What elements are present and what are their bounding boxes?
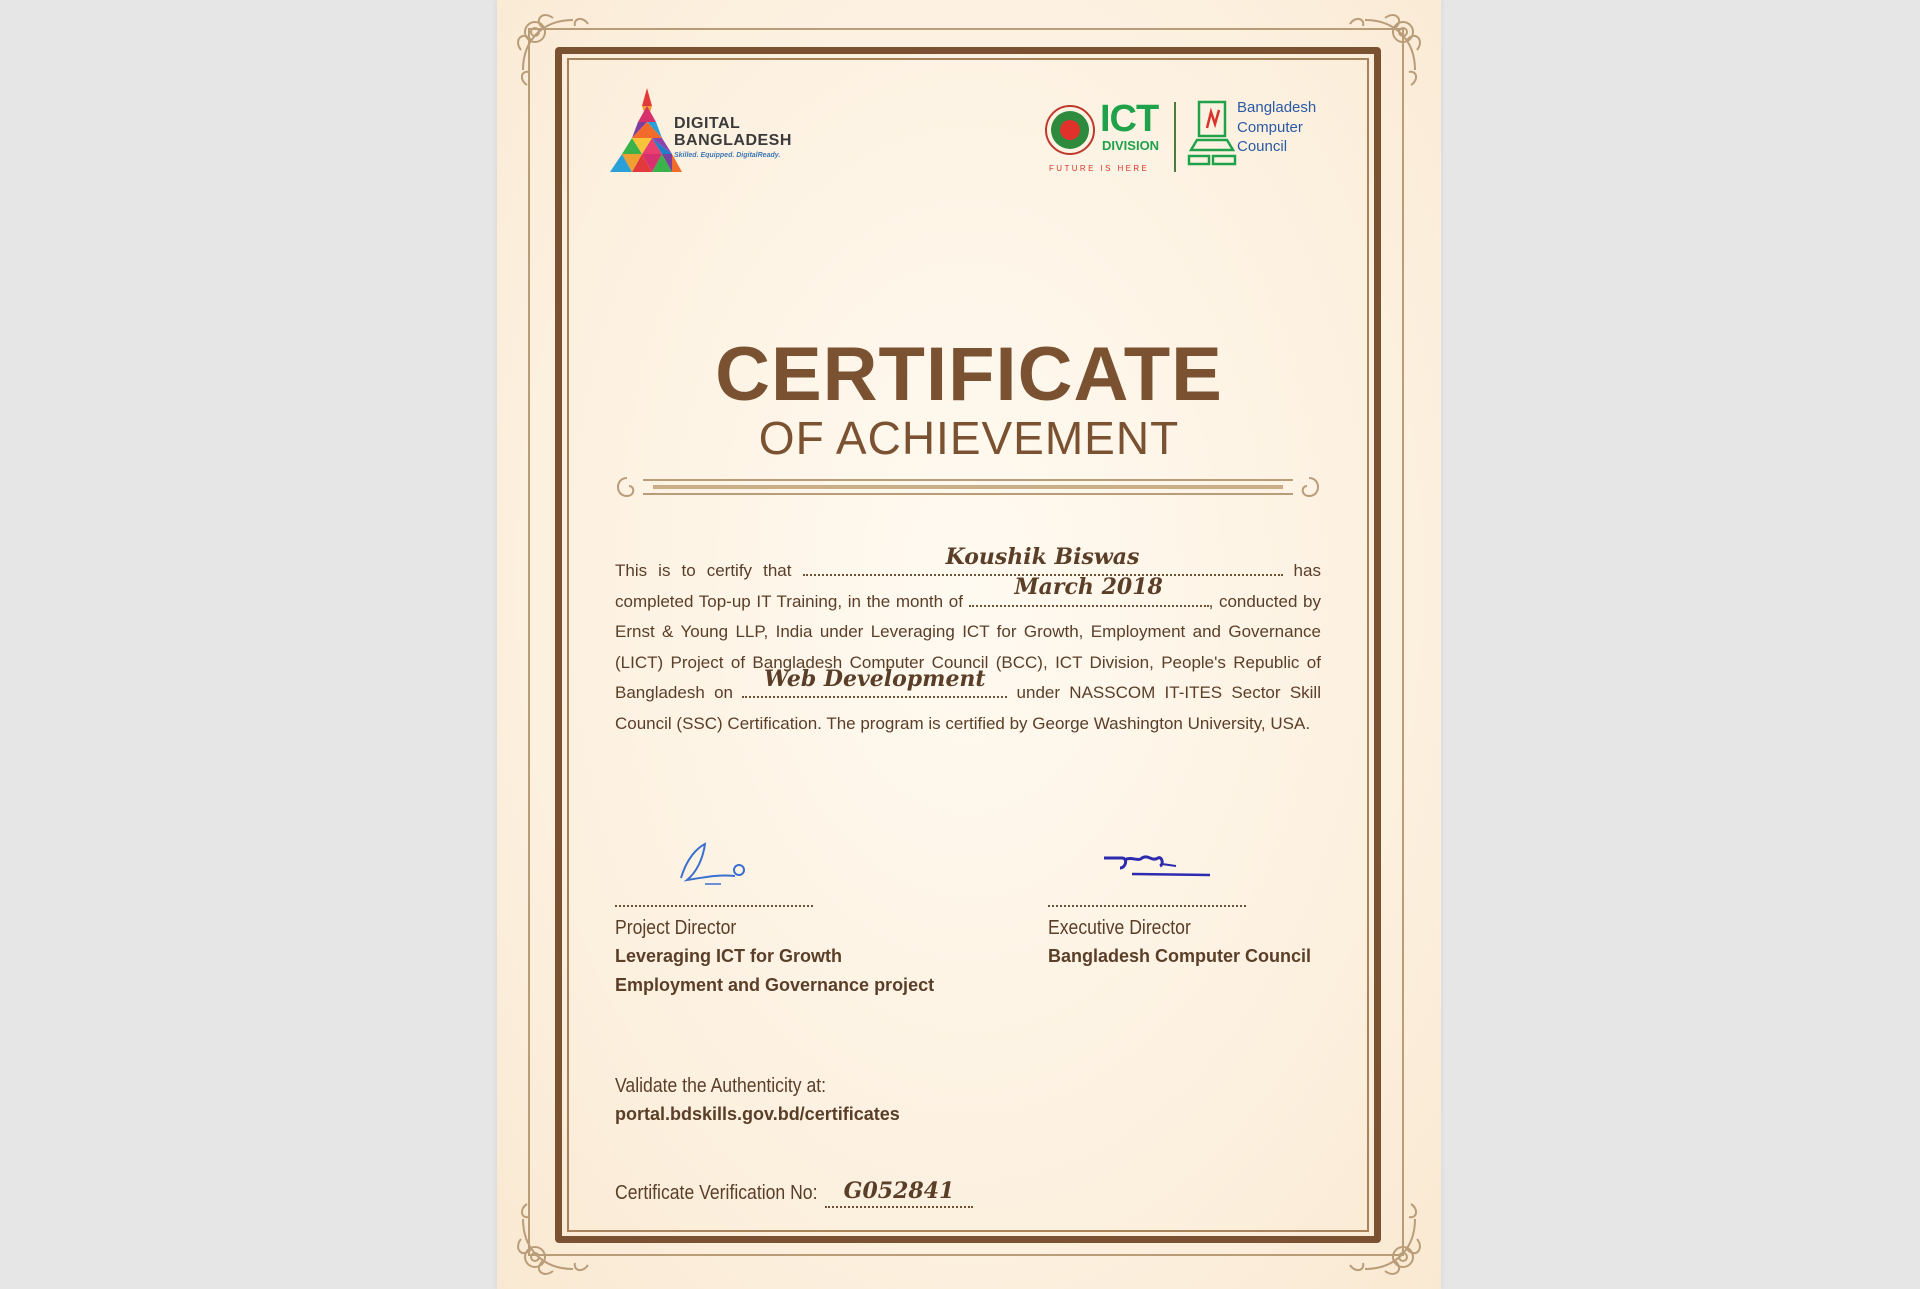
digital-bangladesh-logo [602, 86, 802, 181]
course-name: Web Development [763, 665, 986, 692]
signature-line [615, 903, 813, 907]
certificate-page [497, 0, 1441, 1289]
corner-ornament-icon [1335, 10, 1425, 100]
signature-line [1048, 903, 1246, 907]
verification-number: G052841 [843, 1178, 955, 1204]
logo-text-bangladesh: BANGLADESH [674, 131, 792, 149]
ornamental-divider-icon [613, 468, 1323, 506]
body-text-intro: This is to certify that [615, 561, 792, 580]
executive-director-org: Bangladesh Computer Council [1048, 946, 1312, 966]
bcc-logo-line3: Council [1237, 138, 1288, 155]
computer-icon [1187, 100, 1237, 176]
logo-separator [1174, 102, 1176, 172]
project-director-signature-icon [677, 838, 757, 888]
corner-ornament-icon [513, 1189, 603, 1279]
training-month-field [969, 574, 1209, 607]
verification-block [615, 1178, 955, 1205]
ict-tagline: FUTURE IS HERE [1049, 164, 1150, 173]
certificate-title: CERTIFICATE [715, 332, 1223, 417]
executive-director-role: Executive Director [1048, 917, 1191, 939]
certificate-subtitle: OF ACHIEVEMENT [758, 412, 1180, 464]
project-director-org-line1: Leveraging ICT for Growth [615, 946, 843, 966]
certificate-body [615, 543, 1321, 739]
verification-number-field [825, 1178, 973, 1208]
validation-block [615, 1075, 900, 1125]
body-text-completed: has completed Top-up IT Training, in the month of [615, 561, 1321, 611]
project-director-org-line2: Employment and Governance project [615, 975, 935, 995]
bcc-logo [1187, 98, 1327, 178]
corner-ornament-icon [513, 10, 603, 100]
verification-label: Certificate Verification No: [615, 1182, 818, 1204]
logo-text-digital: DIGITAL [674, 115, 741, 132]
executive-director-block [1048, 903, 1311, 969]
project-director-block [615, 903, 934, 998]
body-text-certification: under NASSCOM IT-ITES Sector Skill Council (SSC) Certification. The program is certified by George Washington University, USA. [615, 683, 1321, 733]
ict-logo-text: ICT [1100, 98, 1159, 140]
division-logo-text: DIVISION [1102, 138, 1160, 153]
ict-division-logo [1045, 98, 1175, 178]
recipient-name: Koushik Biswas [945, 543, 1140, 570]
logo-tagline: Skilled. Equipped. DigitalReady. [674, 151, 781, 159]
corner-ornament-icon [1335, 1189, 1425, 1279]
government-seal-icon [1045, 102, 1095, 158]
validation-url: portal.bdskills.gov.bd/certificates [615, 1104, 900, 1124]
training-month: March 2018 [1014, 574, 1163, 600]
validation-label: Validate the Authenticity at: [615, 1075, 827, 1097]
body-text-conducted: , conducted by Ernst & Young LLP, India under Leveraging ICT for Growth, Employment and Governance (LICT) Project of Bangladesh Computer Council (BCC), ICT Division, People's Republic of Bangladesh on [615, 591, 1321, 702]
bcc-logo-line2: Computer [1237, 118, 1303, 136]
project-director-role: Project Director [615, 917, 737, 939]
bcc-logo-line1: Bangladesh [1237, 99, 1317, 116]
course-field [742, 665, 1007, 698]
executive-director-signature-icon [1102, 848, 1212, 884]
